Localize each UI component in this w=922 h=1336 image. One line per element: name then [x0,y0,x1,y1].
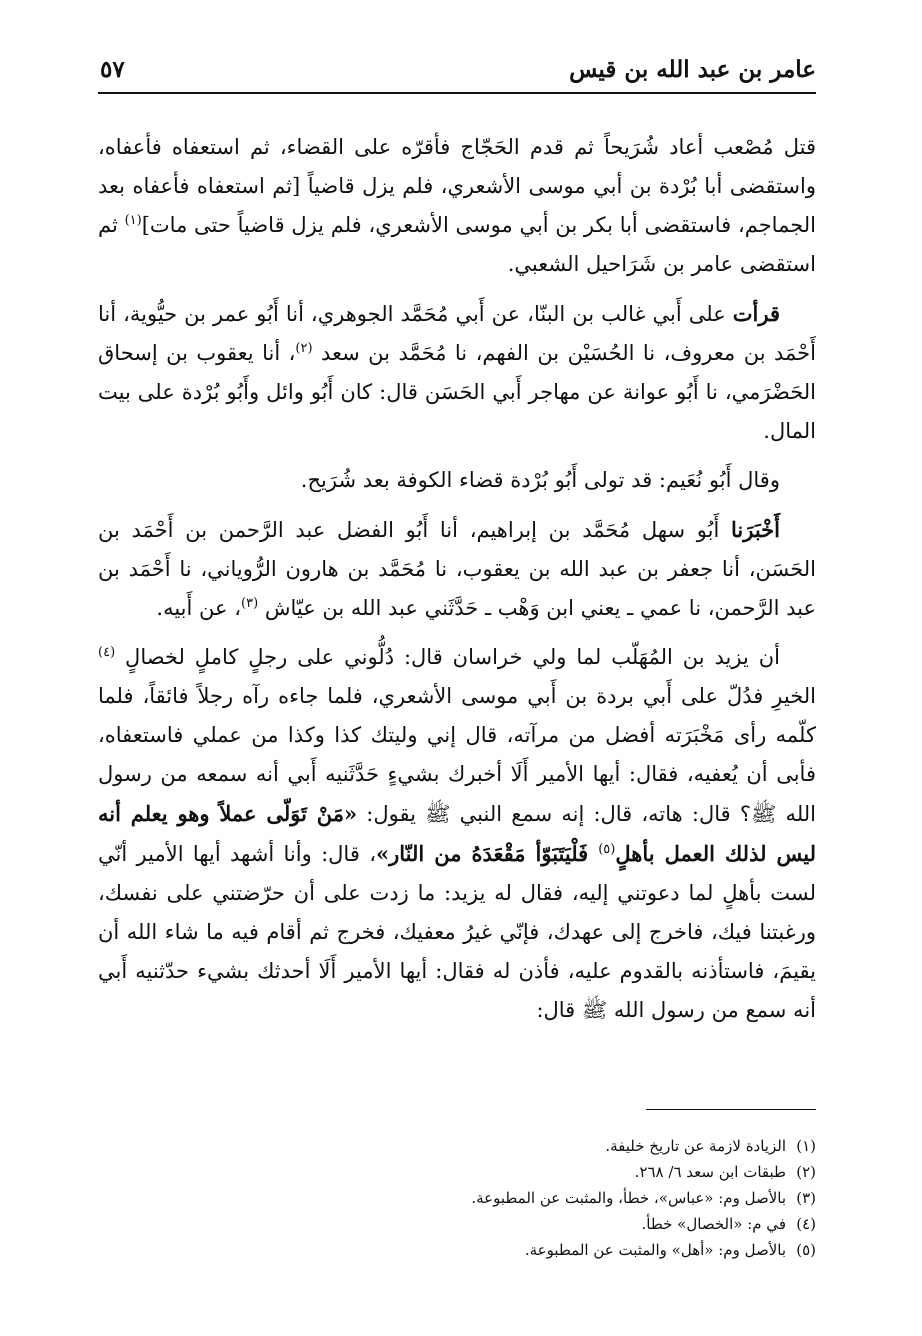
footnote-ref-4: (٤) [98,645,116,660]
footnote-item: (٢) طبقات ابن سعد ٦/ ٢٦٨. [634,1163,816,1181]
footnote-item: (٥) بالأصل وم: «أهل» والمثبت عن المطبوعة. [524,1241,816,1259]
footnote-ref-2: (٢) [295,341,313,356]
footnote-rule [646,1109,816,1110]
main-text [98,128,816,1030]
hadith-quote: «مَنْ تَوَلّى عملاً وهو يعلم أنه ليس لذلك العمل بأهلٍ [98,801,816,866]
footnote-ref-1: (١) [124,213,142,228]
paragraph-2: قرأت على أَبي غالب بن البنّا، عن أَبي مُحَمَّد الجوهري، أنا أَبُو عمر بن حيُّوية، أنا أَحْمَد بن معروف، نا الحُسَيْن بن الفهم، نا مُحَمَّد بن سعد $^{(٢)}$، أنا يعقوب بن إسحاق الحَضْرَمي، نا أَبُو عوانة عن مهاجر أَبي الحَسَن قال: كان أَبُو وائل وأَبُو بُرْدة على بيت المال. [98,301,816,443]
footnote-item: (٣) بالأصل وم: «عباس»، خطأ، والمثبت عن المطبوعة. [471,1189,816,1207]
footnote-item: (٤) في م: «الخصال» خطأ. [641,1215,816,1233]
footnote-ref-5: (٥) [598,842,616,857]
page-header [98,56,816,88]
running-title: عامر بن عبد الله بن قيس [569,56,816,83]
footnote-item: (١) الزيادة لازمة عن تاريخ خليفة. [605,1137,816,1155]
isnad-keyword: أَخْبَرَنا [731,517,780,542]
header-rule [98,92,816,94]
paragraph-4: أَخْبَرَنا أَبُو سهل مُحَمَّد بن إبراهيم، أنا أَبُو الفضل عبد الرَّحمن بن أَحْمَد بن الحَسَن، أنا جعفر بن عبد الله بن يعقوب، نا مُحَمَّد بن هارون الرُّوياني، نا أَحْمَد بن عبد الرَّحمن، نا عمي ـ يعني ابن وَهْب ـ حَدَّثَني عبد الله بن عيّاش $^{(٣)}$، عن أَبيه. [98,517,816,620]
isnad-keyword: قرأت [732,301,780,326]
hadith-quote-end: فَلْيَتَبَوّأ مَقْعَدَهُ من النّار» [376,841,599,866]
paragraph-3: وقال أَبُو نُعَيم: قد تولى أَبُو بُرْدة قضاء الكوفة بعد شُرَيح. [300,468,780,492]
paragraph-1: قتل مُصْعب أعاد شُرَيحاً ثم قدم الحَجّاج فأقرّه على القضاء، ثم استعفاه فأعفاه، واستقضى أبا بُرْدة بن أبي موسى الأشعري، فلم يزل قاضياً [ثم استعفاه فأعفاه بعد الجماجم، فاستقضى أبا بكر بن أبي موسى الأشعري، فلم يزل قاضياً حتى مات]$^{(١)}$ ثم استقضى عامر بن شَرَاحيل الشعبي. [98,135,817,276]
paragraph-5: أن يزيد بن المُهَلّب لما ولي خراسان قال: دُلُّوني على رجلٍ كاملٍ لخصالٍ $^{(٤)}$ الخيرِ فدُلّ على أَبي بردة بن أَبي موسى الأشعري، فلما جاءه رآه رجلاً فائقاً، فلما كلّمه رأى مَخْبَرَته أفضل من مرآته، قال إني وليتك كذا وكذا من عملي فاستعفاه، فأبى أن يُعفيه، فقال: أيها الأمير أَلَا أخبرك بشيءٍ حَدَّثَنيه أَبي أنه سمعه من رسول الله ﷺ؟ قال: هاته، قال: إنه سمع النبي ﷺ يقول: «مَنْ تَوَلّى عملاً وهو يعلم أنه ليس لذلك العمل بأهلٍ$^{(٥)}$ فَلْيَتَبَوّأ مَقْعَدَهُ من النّار»، قال: وأنا أشهد أيها الأمير أنّي لست بأهلٍ لما دعوتني إليه، فقال له يزيد: ما زدت على أن حرّضتني على نفسك، ورغبتنا فيك، فاخرج إلى عهدك، فإنّي غيرُ معفيك، فخرج ثم أقام فيه ما شاء الله أن يقيمَ، فاستأذنه بالقدوم عليه، فأذن له فقال: أيها الأمير أَلَا أحدثك بشيء حدّثنيه أَبي أنه سمع من رسول الله ﷺ قال: [98,645,816,1022]
page-number: ٥٧ [100,56,125,83]
footnote-ref-3: (٣) [241,596,259,611]
footnotes [98,1133,816,1263]
